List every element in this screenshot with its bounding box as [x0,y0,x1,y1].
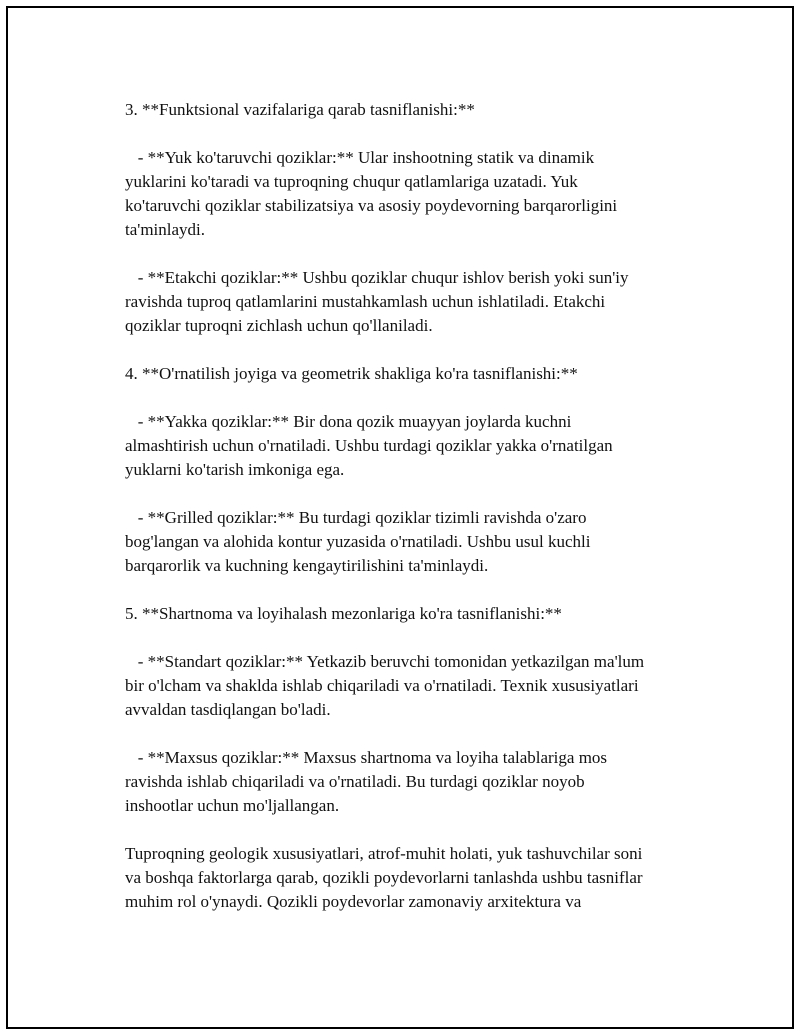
text-line: 4. **O'rnatilish joyiga va geometrik shakliga ko'ra tasniflanishi:** [125,364,578,383]
text-line: ta'minlaydi. [125,220,206,239]
text-line: yuklarni ko'tarish imkoniga ega. [125,460,345,479]
text-line: Tuproqning geologik xususiyatlari, atrof-muhit holati, yuk tashuvchilar soni [125,844,643,863]
heading-functional-classification [125,98,705,122]
paragraph-special-piles [125,746,705,818]
text-line: - **Etakchi qoziklar:** Ushbu qoziklar chuqur ishlov berish yoki sun'iy [125,268,629,287]
text-line: - **Grilled qoziklar:** Bu turdagi qoziklar tizimli ravishda o'zaro [125,508,587,527]
text-line: inshootlar uchun mo'ljallangan. [125,796,340,815]
text-line: bog'langan va alohida kontur yuzasida o'rnatiladi. Ushbu usul kuchli [125,532,591,551]
text-line: bir o'lcham va shaklda ishlab chiqariladi va o'rnatiladi. Texnik xususiyatlari [125,676,639,695]
text-line: - **Yuk ko'taruvchi qoziklar:** Ular inshootning statik va dinamik [125,148,595,167]
paragraph-conclusion [125,842,705,914]
text-line: qoziklar tuproqni zichlash uchun qo'llaniladi. [125,316,433,335]
text-line: ko'taruvchi qoziklar stabilizatsiya va asosiy poydevorning barqarorligini [125,196,618,215]
text-line: almashtirish uchun o'rnatiladi. Ushbu turdagi qoziklar yakka o'rnatilgan [125,436,613,455]
page-frame [6,6,794,1029]
text-line: ravishda ishlab chiqariladi va o'rnatiladi. Bu turdagi qoziklar noyob [125,772,585,791]
text-line: yuklarini ko'taradi va tuproqning chuqur qatlamlariga uzatadi. Yuk [125,172,578,191]
paragraph-load-bearing-piles [125,146,705,242]
document-body [125,98,705,914]
paragraph-single-piles [125,410,705,482]
text-line: va boshqa faktorlarga qarab, qozikli poydevorlarni tanlashda ushbu tasniflar [125,868,643,887]
text-line: barqarorlik va kuchning kengaytirilishini ta'minlaydi. [125,556,489,575]
text-line: - **Yakka qoziklar:** Bir dona qozik muayyan joylarda kuchni [125,412,572,431]
text-line: 3. **Funktsional vazifalariga qarab tasniflanishi:** [125,100,475,119]
paragraph-leading-piles [125,266,705,338]
paragraph-grilled-piles [125,506,705,578]
text-line: - **Maxsus qoziklar:** Maxsus shartnoma va loyiha talablariga mos [125,748,608,767]
text-line: muhim rol o'ynaydi. Qozikli poydevorlar zamonaviy arxitektura va [125,892,582,911]
heading-contract-classification [125,602,705,626]
paragraph-standard-piles [125,650,705,722]
text-line: ravishda tuproq qatlamlarini mustahkamlash uchun ishlatiladi. Etakchi [125,292,606,311]
text-line: avvaldan tasdiqlangan bo'ladi. [125,700,331,719]
text-line: 5. **Shartnoma va loyihalash mezonlariga ko'ra tasniflanishi:** [125,604,562,623]
heading-placement-classification [125,362,705,386]
text-line: - **Standart qoziklar:** Yetkazib beruvchi tomonidan yetkazilgan ma'lum [125,652,645,671]
